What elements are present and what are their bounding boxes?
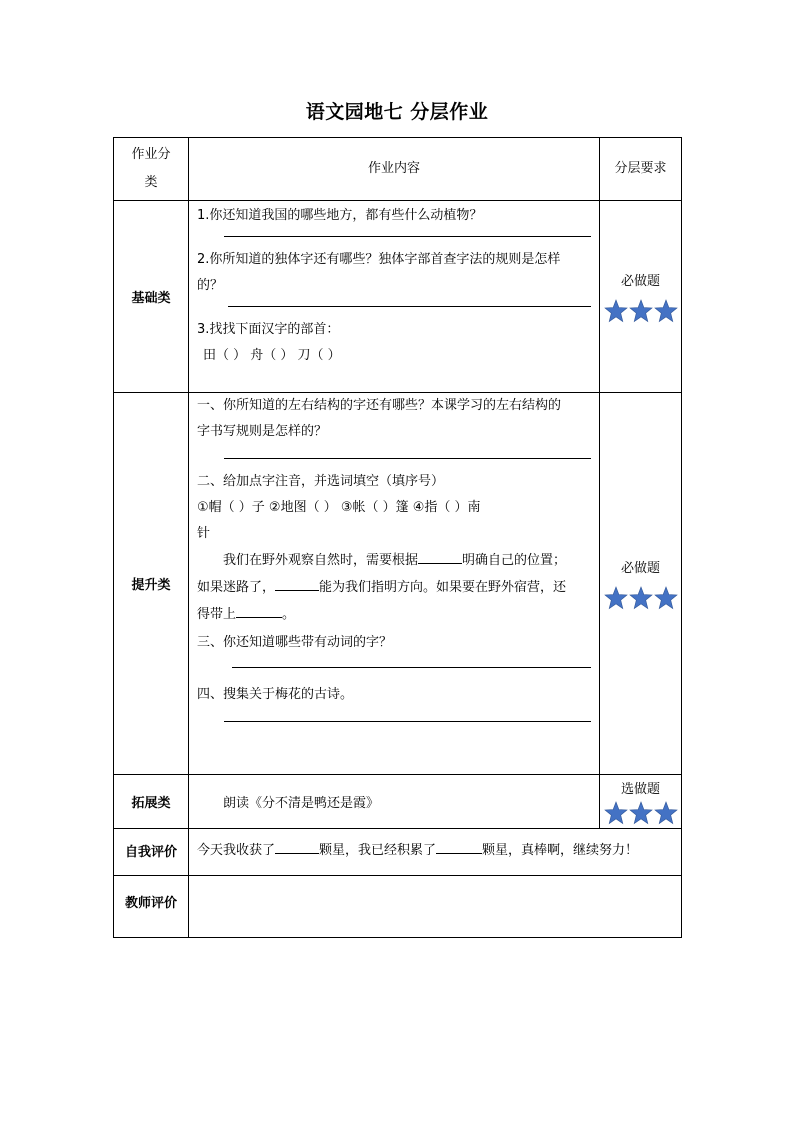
fill-blank[interactable] [418, 549, 462, 564]
requirement-advanced [600, 392, 682, 774]
self-eval-text: 颗星，我已经积累了 [319, 842, 437, 858]
advanced-question-2-options-cont: 针 [197, 525, 211, 541]
self-eval-text: 今天我收获了 [197, 842, 276, 858]
star-icon [654, 299, 678, 323]
header-requirement: 分层要求 [600, 138, 682, 201]
page-title: 语文园地七 分层作业 [305, 101, 489, 123]
category-self-eval: 自我评价 [114, 828, 189, 875]
star-rating-basic [600, 299, 681, 323]
star-icon [604, 299, 628, 323]
content-extension [189, 775, 600, 828]
row-self-eval [114, 828, 682, 875]
fill-blank[interactable] [236, 603, 282, 618]
advanced-question-2-options: ①帽（ ）子 ②地图（ ） ③帐（ ）篷 ④指（ ）南 [197, 499, 481, 515]
row-advanced [114, 392, 682, 774]
answer-line [228, 305, 591, 307]
basic-question-3: 3.找找下面汉字的部首： [197, 322, 340, 338]
category-teacher-eval: 教师评价 [114, 875, 189, 937]
row-teacher-eval [114, 875, 682, 937]
basic-question-2b: 的？ [197, 278, 224, 294]
star-icon [604, 801, 628, 825]
advanced-question-1b: 字书写规则是怎样的？ [197, 423, 328, 439]
category-extension: 拓展类 [114, 775, 189, 828]
advanced-question-3: 三、你还知道哪些带有动词的字？ [197, 634, 393, 650]
content-self-eval [189, 828, 682, 875]
requirement-advanced-label: 必做题 [620, 561, 660, 577]
para-text: 明确自己的位置； [462, 552, 567, 568]
basic-question-3-items: 田（ ） 舟（ ） 刀（ ） [203, 348, 341, 364]
header-category [114, 138, 189, 201]
advanced-fill-paragraph-line2 [197, 574, 593, 601]
advanced-question-1a: 一、你所知道的左右结构的字还有哪些？本课学习的左右结构的 [197, 397, 562, 413]
advanced-fill-paragraph-line3 [197, 601, 593, 628]
para-text: 如果迷路了， [197, 579, 276, 595]
fill-blank[interactable] [275, 839, 319, 854]
star-rating-advanced [600, 586, 681, 610]
header-content: 作业内容 [189, 138, 600, 201]
extension-text: 朗读《分不清是鸭还是霞》 [223, 795, 380, 811]
para-text: 能为我们指明方向。如果要在野外宿营，还 [319, 579, 567, 595]
table-header-row [114, 138, 682, 201]
category-advanced: 提升类 [114, 392, 189, 774]
star-rating-extension [600, 801, 681, 825]
homework-table [113, 137, 682, 938]
answer-line [224, 235, 591, 237]
requirement-extension-label: 选做题 [620, 781, 660, 797]
answer-line [224, 457, 591, 459]
requirement-extension [600, 775, 682, 828]
star-icon [629, 801, 653, 825]
star-icon [654, 586, 678, 610]
answer-line [224, 720, 591, 722]
para-text: 得带上 [197, 606, 237, 622]
content-teacher-eval[interactable] [189, 875, 682, 937]
fill-blank[interactable] [275, 576, 319, 591]
fill-blank[interactable] [436, 839, 482, 854]
self-eval-text: 颗星，真棒啊，继续努力！ [482, 842, 639, 858]
star-icon [654, 801, 678, 825]
star-icon [604, 586, 628, 610]
content-advanced [189, 392, 600, 774]
category-basic: 基础类 [114, 201, 189, 393]
requirement-basic [600, 201, 682, 393]
star-icon [629, 586, 653, 610]
header-category-text: 作业分类 [131, 147, 171, 191]
row-basic [114, 201, 682, 393]
advanced-fill-paragraph [197, 547, 593, 574]
star-icon [629, 299, 653, 323]
basic-question-2a: 2.你所知道的独体字还有哪些？独体字部首查字法的规则是怎样 [197, 252, 561, 268]
para-text: 我们在野外观察自然时，需要根据 [223, 552, 419, 568]
advanced-question-2: 二、给加点字注音，并选词填空（填序号） [197, 473, 445, 489]
row-extension [114, 775, 682, 828]
content-basic [189, 201, 600, 393]
answer-line [232, 666, 591, 668]
para-text: 。 [282, 606, 296, 622]
advanced-question-4: 四、搜集关于梅花的古诗。 [197, 686, 354, 702]
requirement-basic-label: 必做题 [620, 274, 660, 290]
basic-question-1: 1.你还知道我国的哪些地方，都有些什么动植物？ [197, 208, 483, 224]
